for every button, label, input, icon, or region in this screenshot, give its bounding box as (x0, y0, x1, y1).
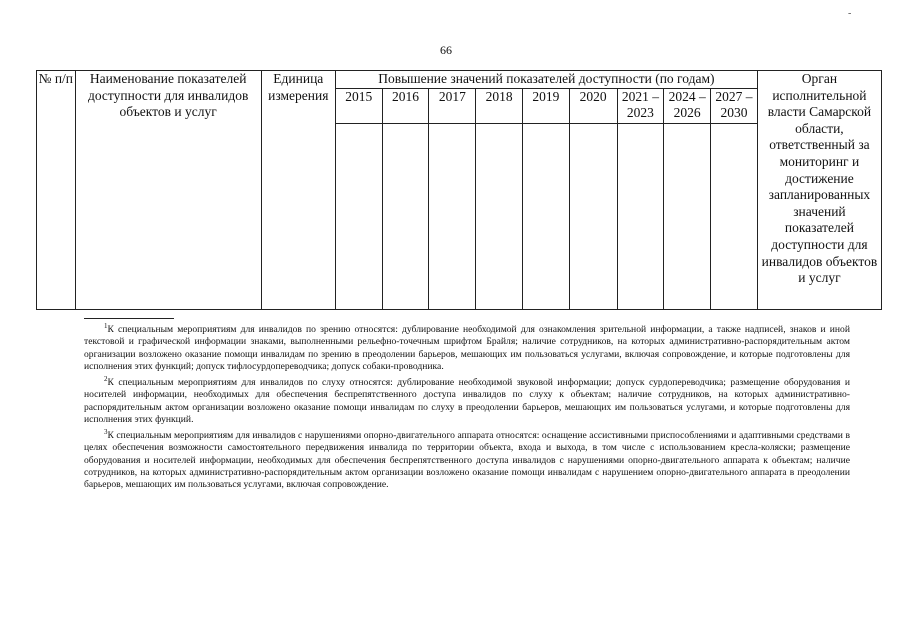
footnote-mark: 1 (104, 322, 108, 330)
empty-cell (382, 123, 429, 309)
year-2021-2023: 2021 – 2023 (617, 88, 664, 123)
header-number: № п/п (37, 71, 76, 310)
empty-cell (664, 123, 711, 309)
accessibility-indicators-table (36, 70, 882, 310)
empty-cell (711, 123, 758, 309)
year-2019: 2019 (522, 88, 569, 123)
year-2017: 2017 (429, 88, 476, 123)
year-2027-2030: 2027 – 2030 (711, 88, 758, 123)
footnote-text: К специальным мероприятиям для инвалидов с нарушениями опорно-двигательного аппарата относятся: оснащение ассистивными приспособлениями и адаптивными средствами в целях обеспечения возможности самостоятельного передвижения инвалида по территории объекта, входа и выхода, в том числе с использованием кресла-коляски; размещение оборудования и носителей информации, необходимых для обеспечения беспрепятственного доступа инвалидов с нарушениями опорно-двигательного аппарата к объектам; наличие сотрудников, на которых административно-распорядительным актом организации возложено оказание помощи инвалидам с нарушением опорно-двигательного аппарата в преодолении барьеров, мешающих им пользоваться услугами, включая сопровождение. (84, 430, 850, 490)
empty-cell (617, 123, 664, 309)
header-indicator-name: Наименование показателей доступности для инвалидов объектов и услуг (75, 71, 261, 310)
footnote-text: К специальным мероприятиям для инвалидов по слуху относятся: дублирование необходимой звуковой информации; допуск сурдопереводчика; размещение оборудования и носителей информации, необходимых для обеспечения беспрепятственного доступа инвалидов по слуху к объектам; наличие сотрудников, на которых административно-распорядительным актом организации возложено оказание помощи инвалидам по слуху в преодолении барьеров, мешающих им пользоваться услугами, и которые подготовлены для исполнения этих функций. (84, 377, 850, 425)
footnote-text: К специальным мероприятиям для инвалидов по зрению относятся: дублирование необходимой для ознакомления зрительной информации, а также надписей, знаков и иной текстовой и графической информации знаками, выполненными рельефно-точечным шрифтом Брайля; наличие сотрудников, на которых административно-распорядительным актом организации возложено оказание помощи инвалидам по зрению в преодолении барьеров, мешающих им пользоваться услугами, включая сопровождение, и которые подготовлены для исполнения этих функций; допуск тифлосурдопереводчика; допуск собаки-проводника. (84, 324, 850, 372)
header-unit: Единица измерения (261, 71, 335, 310)
footnote-1 (84, 320, 850, 373)
empty-cell (569, 123, 617, 309)
footnote-3 (84, 426, 850, 491)
corner-mark: - (848, 8, 852, 19)
footnote-separator (84, 318, 174, 319)
header-increase-by-year: Повышение значений показателей доступности (по годам) (335, 71, 757, 89)
empty-cell (476, 123, 523, 309)
page-number: 66 (440, 43, 452, 57)
header-responsible-organ: Орган исполнительной власти Самарской области, ответственный за мониторинг и достижение запланированных значений показателей доступности для инвалидов объектов и услуг (757, 71, 881, 310)
empty-cell (335, 123, 382, 309)
empty-cell (522, 123, 569, 309)
footnote-mark: 3 (104, 428, 108, 436)
year-2016: 2016 (382, 88, 429, 123)
footnote-mark: 2 (104, 375, 108, 383)
footnote-2 (84, 373, 850, 426)
year-2015: 2015 (335, 88, 382, 123)
year-2018: 2018 (476, 88, 523, 123)
year-2020: 2020 (569, 88, 617, 123)
year-2024-2026: 2024 – 2026 (664, 88, 711, 123)
empty-cell (429, 123, 476, 309)
footnotes (84, 320, 850, 491)
